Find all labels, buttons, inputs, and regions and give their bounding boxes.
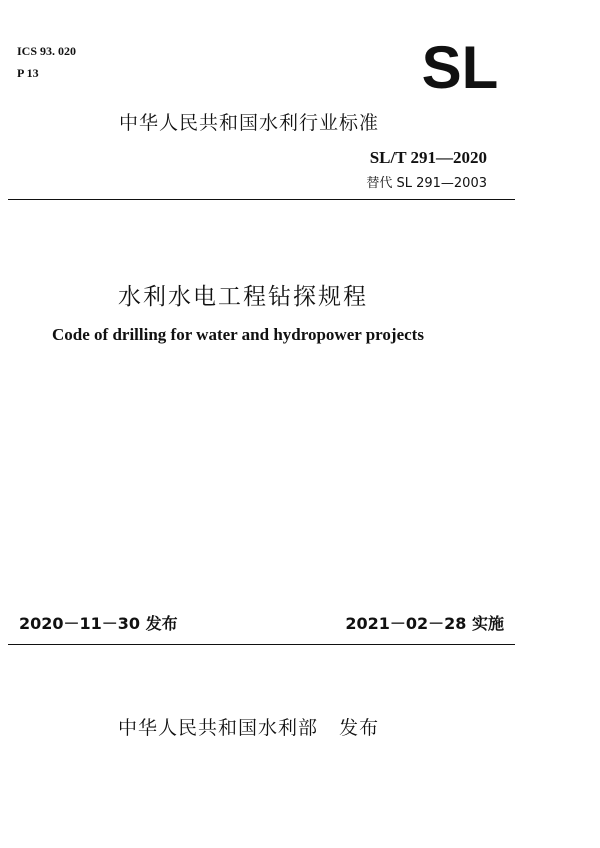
standard-number: SL/T 291—2020 [369,148,487,167]
sl-logo [414,38,506,94]
ics-code: ICS 93. 020 [17,44,77,58]
publisher: 中华人民共和国水利部 发布 [118,717,380,739]
bottom-divider [8,644,515,645]
title-chinese: 水利水电工程钻探规程 [118,284,368,310]
implementation-date: 2021－02－28 实施 [345,614,504,633]
ccs-code: P 13 [17,66,39,80]
replaces-note: 替代 SL 291—2003 [366,176,487,191]
top-divider [8,199,515,200]
sl-logo-text: SL [421,38,499,94]
title-english: Code of drilling for water and hydropower projects [52,325,424,344]
issue-date: 2020－11－30 发布 [19,614,178,633]
standard-type: 中华人民共和国水利行业标准 [119,112,380,134]
